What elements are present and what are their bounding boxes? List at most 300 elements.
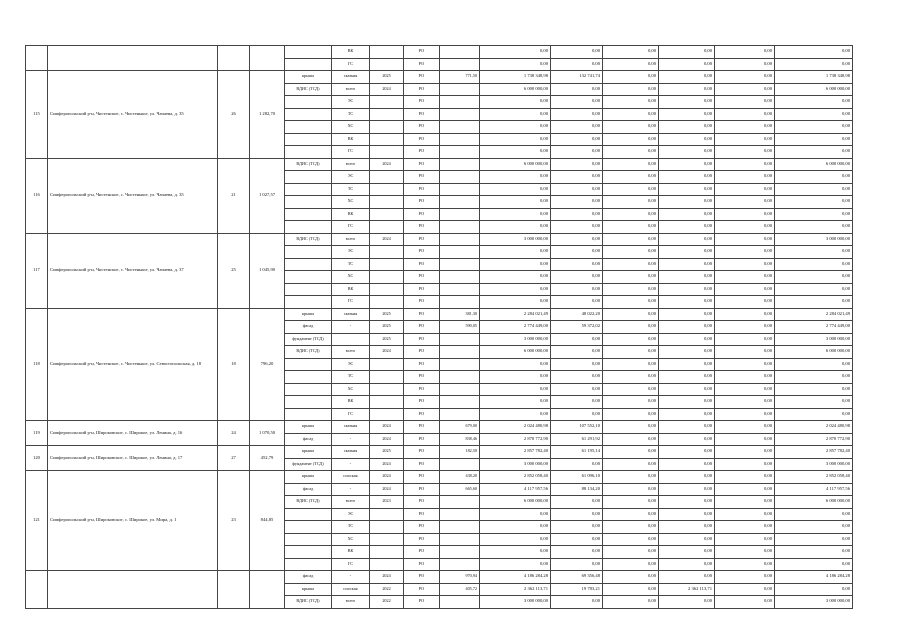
table-row xyxy=(26,71,853,84)
cost-cell-2: 0,00 xyxy=(603,296,659,309)
work-subtype-cell: всего xyxy=(332,496,370,509)
cost-cell-2: 0,00 xyxy=(603,521,659,534)
year-cell: 2024 xyxy=(370,433,404,446)
volume-cell: 838,46 xyxy=(440,433,480,446)
table-row xyxy=(26,158,853,171)
cost-total-cell: 0,00 xyxy=(775,271,853,284)
volume-cell xyxy=(440,46,480,59)
cost-cell-2: 0,00 xyxy=(603,321,659,334)
cost-cell-3: 0,00 xyxy=(659,246,715,259)
cost-cell-4: 0,00 xyxy=(715,208,775,221)
cost-cell-2: 0,00 xyxy=(603,221,659,234)
cost-total-cell: 0,00 xyxy=(775,121,853,134)
volume-cell xyxy=(440,496,480,509)
cost-cell-3: 0,00 xyxy=(659,108,715,121)
volume-cell xyxy=(440,258,480,271)
cost-cell-1: 0,00 xyxy=(551,533,603,546)
cost-total-cell: 2 024 480,98 xyxy=(775,421,853,434)
cost-cell-1: 0,00 xyxy=(551,496,603,509)
cost-total-cell: 0,00 xyxy=(775,358,853,371)
cost-cell-4: 0,00 xyxy=(715,83,775,96)
cost-cell-2: 0,00 xyxy=(603,558,659,571)
floors-cell: 27 xyxy=(218,446,250,471)
table-row xyxy=(26,571,853,584)
cost-cell-3: 0,00 xyxy=(659,508,715,521)
house-number-cell: 119 xyxy=(26,421,48,446)
total-cost-cell: 0,00 xyxy=(480,246,551,259)
work-subtype-cell xyxy=(332,333,370,346)
work-subtype-cell: - xyxy=(332,483,370,496)
year-cell xyxy=(370,396,404,409)
total-cost-cell: 1 738 348,98 xyxy=(480,71,551,84)
cost-cell-4: 0,00 xyxy=(715,458,775,471)
year-cell xyxy=(370,133,404,146)
work-subtype-cell: - xyxy=(332,433,370,446)
total-cost-cell: 4 186 284,28 xyxy=(480,571,551,584)
volume-cell xyxy=(440,133,480,146)
cost-cell-2: 0,00 xyxy=(603,258,659,271)
work-type-cell: ВДИС (ТСД) xyxy=(285,233,332,246)
floors-cell xyxy=(218,46,250,71)
work-subtype-cell: ЭС xyxy=(332,246,370,259)
cost-cell-4: 0,00 xyxy=(715,371,775,384)
year-cell xyxy=(370,521,404,534)
cost-cell-3: 0,00 xyxy=(659,546,715,559)
address-cell: Симферопольский р-н, Чистенское, с. Чистенькое, ул. Чапаева, д. 35 xyxy=(48,158,218,233)
cost-cell-3: 0,00 xyxy=(659,558,715,571)
cost-cell-4: 0,00 xyxy=(715,308,775,321)
area-cell: 1 027,57 xyxy=(250,158,285,233)
work-subtype-cell: ХС xyxy=(332,121,370,134)
year-cell xyxy=(370,546,404,559)
source-cell: РО xyxy=(404,421,440,434)
year-cell: 2024 xyxy=(370,346,404,359)
cost-cell-1: 0,00 xyxy=(551,46,603,59)
table-row xyxy=(26,446,853,459)
volume-cell xyxy=(440,146,480,159)
total-cost-cell: 0,00 xyxy=(480,271,551,284)
year-cell xyxy=(370,533,404,546)
total-cost-cell: 3 000 000,00 xyxy=(480,596,551,609)
cost-cell-3: 0,00 xyxy=(659,346,715,359)
source-cell: РО xyxy=(404,96,440,109)
cost-total-cell: 0,00 xyxy=(775,383,853,396)
cost-cell-4: 0,00 xyxy=(715,196,775,209)
cost-cell-4: 0,00 xyxy=(715,508,775,521)
work-type-cell xyxy=(285,221,332,234)
cost-cell-2: 0,00 xyxy=(603,483,659,496)
cost-cell-3: 0,00 xyxy=(659,271,715,284)
cost-total-cell: 0,00 xyxy=(775,96,853,109)
register-table-sheet xyxy=(25,45,852,604)
cost-cell-1: 0,00 xyxy=(551,246,603,259)
house-number-cell xyxy=(26,571,48,609)
cost-total-cell: 0,00 xyxy=(775,533,853,546)
total-cost-cell: 0,00 xyxy=(480,558,551,571)
cost-cell-1: 19 783,21 xyxy=(551,583,603,596)
work-type-cell: ВДИС (ТСД) xyxy=(285,496,332,509)
cost-cell-1: 0,00 xyxy=(551,508,603,521)
cost-cell-3: 0,00 xyxy=(659,383,715,396)
table-row xyxy=(26,46,853,59)
cost-cell-4: 0,00 xyxy=(715,596,775,609)
work-subtype-cell: ХС xyxy=(332,196,370,209)
work-subtype-cell: плоская xyxy=(332,583,370,596)
work-subtype-cell: всего xyxy=(332,596,370,609)
cost-cell-4: 0,00 xyxy=(715,221,775,234)
cost-cell-2: 0,00 xyxy=(603,158,659,171)
cost-cell-2: 0,00 xyxy=(603,371,659,384)
work-subtype-cell: ХС xyxy=(332,271,370,284)
year-cell xyxy=(370,258,404,271)
work-type-cell xyxy=(285,521,332,534)
cost-cell-1: 0,00 xyxy=(551,296,603,309)
cost-cell-2: 0,00 xyxy=(603,233,659,246)
source-cell: РО xyxy=(404,196,440,209)
cost-cell-4: 0,00 xyxy=(715,183,775,196)
cost-cell-1: 0,00 xyxy=(551,158,603,171)
cost-cell-1: 132 741,74 xyxy=(551,71,603,84)
work-type-cell xyxy=(285,558,332,571)
cost-total-cell: 0,00 xyxy=(775,408,853,421)
work-subtype-cell: скатная xyxy=(332,446,370,459)
cost-total-cell: 3 000 000,00 xyxy=(775,458,853,471)
cost-cell-2: 0,00 xyxy=(603,596,659,609)
work-type-cell xyxy=(285,546,332,559)
cost-cell-1: 0,00 xyxy=(551,371,603,384)
volume-cell xyxy=(440,83,480,96)
volume-cell xyxy=(440,396,480,409)
house-number-cell: 120 xyxy=(26,446,48,471)
year-cell: 2022 xyxy=(370,583,404,596)
house-number-cell xyxy=(26,46,48,71)
cost-cell-2: 0,00 xyxy=(603,183,659,196)
cost-total-cell: 6 000 000,00 xyxy=(775,158,853,171)
cost-cell-4: 0,00 xyxy=(715,433,775,446)
cost-cell-2: 0,00 xyxy=(603,108,659,121)
cost-cell-2: 0,00 xyxy=(603,271,659,284)
work-type-cell: фасад xyxy=(285,571,332,584)
cost-cell-4: 0,00 xyxy=(715,496,775,509)
total-cost-cell: 0,00 xyxy=(480,58,551,71)
total-cost-cell: 0,00 xyxy=(480,96,551,109)
year-cell xyxy=(370,558,404,571)
work-type-cell: фундамент (ТСД) xyxy=(285,458,332,471)
cost-cell-3: 0,00 xyxy=(659,183,715,196)
cost-cell-4: 0,00 xyxy=(715,521,775,534)
total-cost-cell: 0,00 xyxy=(480,533,551,546)
cost-cell-3: 0,00 xyxy=(659,571,715,584)
cost-total-cell: 6 000 000,00 xyxy=(775,496,853,509)
year-cell xyxy=(370,371,404,384)
source-cell: РО xyxy=(404,371,440,384)
volume-cell xyxy=(440,546,480,559)
volume-cell: 679,00 xyxy=(440,421,480,434)
cost-cell-4: 0,00 xyxy=(715,533,775,546)
area-cell: 844,85 xyxy=(250,471,285,571)
volume-cell xyxy=(440,358,480,371)
total-cost-cell: 0,00 xyxy=(480,371,551,384)
area-cell xyxy=(250,571,285,609)
total-cost-cell: 0,00 xyxy=(480,508,551,521)
cost-cell-4: 0,00 xyxy=(715,46,775,59)
cost-cell-2: 0,00 xyxy=(603,458,659,471)
year-cell xyxy=(370,383,404,396)
cost-cell-3: 0,00 xyxy=(659,458,715,471)
area-cell: 1 070,50 xyxy=(250,421,285,446)
volume-cell xyxy=(440,383,480,396)
year-cell: 2025 xyxy=(370,321,404,334)
cost-cell-3: 0,00 xyxy=(659,358,715,371)
cost-total-cell: 2 870 772,90 xyxy=(775,433,853,446)
volume-cell xyxy=(440,558,480,571)
source-cell: РО xyxy=(404,83,440,96)
total-cost-cell: 0,00 xyxy=(480,196,551,209)
cost-cell-3: 0,00 xyxy=(659,258,715,271)
work-type-cell: крыша xyxy=(285,71,332,84)
year-cell xyxy=(370,271,404,284)
year-cell: 2024 xyxy=(370,421,404,434)
work-subtype-cell: ВК xyxy=(332,133,370,146)
area-cell: 1 045,90 xyxy=(250,233,285,308)
source-cell: РО xyxy=(404,158,440,171)
cost-cell-2: 0,00 xyxy=(603,583,659,596)
source-cell: РО xyxy=(404,546,440,559)
volume-cell xyxy=(440,121,480,134)
cost-cell-2: 0,00 xyxy=(603,171,659,184)
cost-cell-1: 0,00 xyxy=(551,208,603,221)
cost-cell-3: 0,00 xyxy=(659,433,715,446)
work-subtype-cell: ВК xyxy=(332,208,370,221)
work-type-cell xyxy=(285,46,332,59)
cost-cell-4: 0,00 xyxy=(715,133,775,146)
total-cost-cell: 2 857 782,40 xyxy=(480,446,551,459)
cost-cell-1: 0,00 xyxy=(551,396,603,409)
cost-total-cell: 0,00 xyxy=(775,108,853,121)
cost-cell-2: 0,00 xyxy=(603,496,659,509)
capital-repair-table xyxy=(25,45,853,609)
work-type-cell xyxy=(285,383,332,396)
cost-cell-4: 0,00 xyxy=(715,358,775,371)
year-cell xyxy=(370,508,404,521)
cost-cell-3: 0,00 xyxy=(659,408,715,421)
cost-total-cell: 6 000 000,00 xyxy=(775,83,853,96)
address-cell xyxy=(48,46,218,71)
cost-cell-2: 0,00 xyxy=(603,121,659,134)
cost-total-cell: 0,00 xyxy=(775,296,853,309)
total-cost-cell: 0,00 xyxy=(480,208,551,221)
cost-cell-4: 0,00 xyxy=(715,146,775,159)
work-subtype-cell: ЭС xyxy=(332,508,370,521)
volume-cell xyxy=(440,196,480,209)
area-cell: 796,20 xyxy=(250,308,285,421)
cost-cell-1: 0,00 xyxy=(551,196,603,209)
floors-cell: 23 xyxy=(218,471,250,571)
cost-cell-1: 0,00 xyxy=(551,146,603,159)
cost-cell-4: 0,00 xyxy=(715,233,775,246)
cost-total-cell: 0,00 xyxy=(775,246,853,259)
volume-cell xyxy=(440,246,480,259)
cost-cell-2: 0,00 xyxy=(603,246,659,259)
cost-total-cell: 0,00 xyxy=(775,133,853,146)
volume-cell xyxy=(440,108,480,121)
cost-cell-3: 0,00 xyxy=(659,196,715,209)
area-cell: 1 282,70 xyxy=(250,71,285,159)
work-subtype-cell: ГС xyxy=(332,558,370,571)
work-subtype-cell: ГС xyxy=(332,408,370,421)
source-cell: РО xyxy=(404,483,440,496)
cost-cell-3: 0,00 xyxy=(659,233,715,246)
cost-cell-2: 0,00 xyxy=(603,146,659,159)
cost-cell-4: 0,00 xyxy=(715,321,775,334)
work-subtype-cell: ХС xyxy=(332,533,370,546)
cost-cell-1: 0,00 xyxy=(551,596,603,609)
year-cell xyxy=(370,121,404,134)
house-number-cell: 117 xyxy=(26,233,48,308)
work-subtype-cell: ВК xyxy=(332,396,370,409)
cost-cell-2: 0,00 xyxy=(603,196,659,209)
work-subtype-cell: ТС xyxy=(332,108,370,121)
work-type-cell xyxy=(285,396,332,409)
volume-cell xyxy=(440,333,480,346)
cost-cell-3: 0,00 xyxy=(659,496,715,509)
work-type-cell: фундамент (ТСД) xyxy=(285,333,332,346)
table-row xyxy=(26,233,853,246)
cost-cell-1: 0,00 xyxy=(551,258,603,271)
cost-cell-1: 48 022,20 xyxy=(551,308,603,321)
cost-cell-2: 0,00 xyxy=(603,96,659,109)
cost-cell-4: 0,00 xyxy=(715,296,775,309)
work-type-cell: крыша xyxy=(285,446,332,459)
cost-total-cell: 6 000 000,00 xyxy=(775,346,853,359)
work-subtype-cell: ГС xyxy=(332,221,370,234)
source-cell: РО xyxy=(404,183,440,196)
work-subtype-cell: ХС xyxy=(332,383,370,396)
cost-cell-1: 0,00 xyxy=(551,108,603,121)
source-cell: РО xyxy=(404,496,440,509)
volume-cell xyxy=(440,521,480,534)
cost-cell-2: 0,00 xyxy=(603,346,659,359)
work-type-cell xyxy=(285,58,332,71)
cost-cell-1: 61 096,10 xyxy=(551,471,603,484)
cost-total-cell: 0,00 xyxy=(775,46,853,59)
volume-cell: 381,30 xyxy=(440,308,480,321)
volume-cell: 665,60 xyxy=(440,483,480,496)
volume-cell xyxy=(440,96,480,109)
total-cost-cell: 2 362 113,71 xyxy=(480,583,551,596)
volume-cell xyxy=(440,233,480,246)
source-cell: РО xyxy=(404,396,440,409)
source-cell: РО xyxy=(404,358,440,371)
cost-cell-4: 0,00 xyxy=(715,558,775,571)
volume-cell xyxy=(440,296,480,309)
address-cell: Симферопольский р-н, Чистенское, с. Чистенькое, ул. Чапаева, д. 35 xyxy=(48,71,218,159)
year-cell xyxy=(370,408,404,421)
year-cell: 2024 xyxy=(370,83,404,96)
work-subtype-cell: - xyxy=(332,458,370,471)
cost-total-cell: 0,00 xyxy=(775,396,853,409)
year-cell xyxy=(370,108,404,121)
cost-cell-3: 0,00 xyxy=(659,46,715,59)
source-cell: РО xyxy=(404,46,440,59)
work-subtype-cell: ТС xyxy=(332,258,370,271)
work-type-cell: ВДИС (ТСД) xyxy=(285,596,332,609)
cost-cell-2: 0,00 xyxy=(603,421,659,434)
cost-cell-1: 0,00 xyxy=(551,58,603,71)
cost-cell-2: 0,00 xyxy=(603,83,659,96)
volume-cell xyxy=(440,183,480,196)
cost-total-cell: 0,00 xyxy=(775,221,853,234)
cost-total-cell: 0,00 xyxy=(775,508,853,521)
cost-cell-1: 107 552,10 xyxy=(551,421,603,434)
total-cost-cell: 3 000 000,00 xyxy=(480,333,551,346)
cost-cell-1: 88 134,20 xyxy=(551,483,603,496)
volume-cell: 590,05 xyxy=(440,321,480,334)
work-subtype-cell: - xyxy=(332,321,370,334)
year-cell: 2025 xyxy=(370,333,404,346)
total-cost-cell: 0,00 xyxy=(480,383,551,396)
cost-cell-4: 0,00 xyxy=(715,108,775,121)
cost-total-cell: 3 000 000,00 xyxy=(775,596,853,609)
work-type-cell xyxy=(285,196,332,209)
total-cost-cell: 0,00 xyxy=(480,133,551,146)
work-subtype-cell: всего xyxy=(332,233,370,246)
cost-total-cell: 0,00 xyxy=(775,171,853,184)
cost-cell-2: 0,00 xyxy=(603,408,659,421)
work-subtype-cell: ЭС xyxy=(332,96,370,109)
work-type-cell xyxy=(285,108,332,121)
cost-cell-3: 0,00 xyxy=(659,321,715,334)
volume-cell xyxy=(440,371,480,384)
total-cost-cell: 0,00 xyxy=(480,283,551,296)
cost-cell-1: 0,00 xyxy=(551,96,603,109)
cost-cell-4: 0,00 xyxy=(715,271,775,284)
cost-cell-4: 0,00 xyxy=(715,346,775,359)
source-cell: РО xyxy=(404,558,440,571)
address-cell: Симферопольский р-н, Широковское, с. Широкое, ул. Мира, д. 1 xyxy=(48,471,218,571)
cost-cell-4: 0,00 xyxy=(715,471,775,484)
volume-cell: 970,94 xyxy=(440,571,480,584)
cost-cell-3: 0,00 xyxy=(659,471,715,484)
total-cost-cell: 2 774 449,00 xyxy=(480,321,551,334)
cost-cell-3: 2 362 113,71 xyxy=(659,583,715,596)
work-type-cell xyxy=(285,258,332,271)
source-cell: РО xyxy=(404,171,440,184)
source-cell: РО xyxy=(404,321,440,334)
cost-cell-3: 0,00 xyxy=(659,296,715,309)
cost-cell-4: 0,00 xyxy=(715,421,775,434)
source-cell: РО xyxy=(404,258,440,271)
cost-cell-4: 0,00 xyxy=(715,333,775,346)
source-cell: РО xyxy=(404,271,440,284)
source-cell: РО xyxy=(404,108,440,121)
volume-cell xyxy=(440,346,480,359)
work-type-cell: крыша xyxy=(285,421,332,434)
year-cell xyxy=(370,146,404,159)
cost-cell-3: 0,00 xyxy=(659,308,715,321)
cost-cell-1: 61 195,14 xyxy=(551,446,603,459)
volume-cell xyxy=(440,208,480,221)
cost-cell-2: 0,00 xyxy=(603,446,659,459)
cost-cell-3: 0,00 xyxy=(659,596,715,609)
cost-cell-1: 61 291,92 xyxy=(551,433,603,446)
work-subtype-cell: ТС xyxy=(332,371,370,384)
total-cost-cell: 3 000 000,00 xyxy=(480,233,551,246)
year-cell: 2024 xyxy=(370,483,404,496)
cost-total-cell: 0,00 xyxy=(775,283,853,296)
volume-cell xyxy=(440,58,480,71)
source-cell: РО xyxy=(404,246,440,259)
